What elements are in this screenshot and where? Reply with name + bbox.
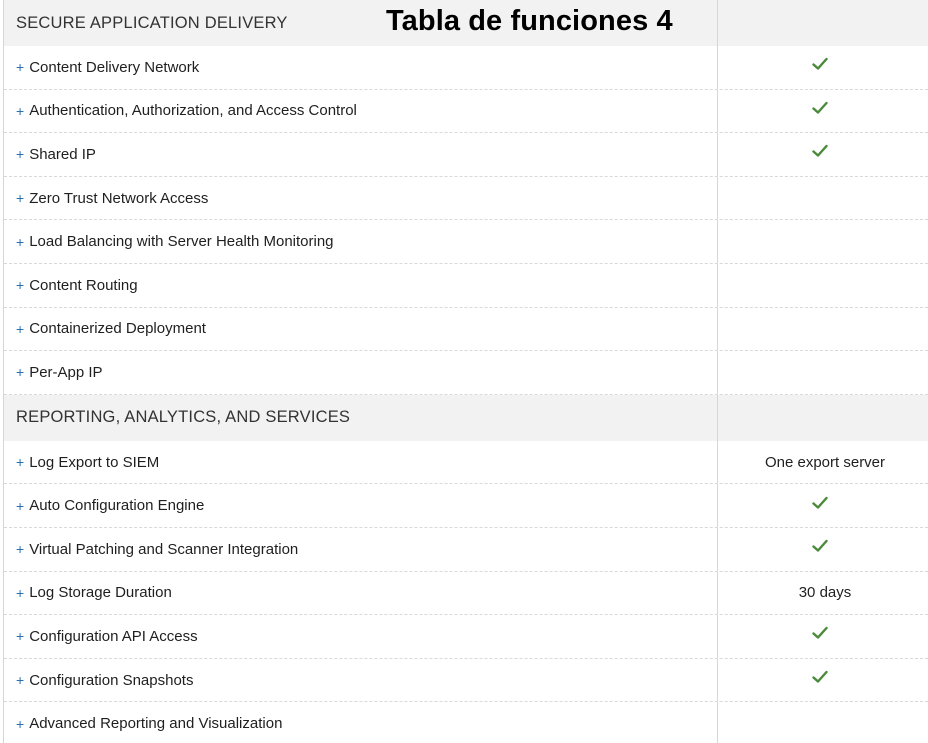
expand-plus-icon[interactable]: +	[16, 102, 25, 119]
feature-value-cell	[718, 264, 928, 307]
feature-row-configuration-snapshots[interactable]	[4, 659, 928, 703]
section-header-reporting-analytics-and-services	[4, 395, 928, 441]
section-header-value-cell	[718, 395, 928, 441]
feature-label: Virtual Patching and Scanner Integration	[29, 540, 299, 558]
expand-plus-icon[interactable]: +	[16, 59, 25, 76]
feature-label: Zero Trust Network Access	[29, 189, 209, 207]
expand-plus-icon[interactable]: +	[16, 454, 25, 471]
checkmark-icon	[812, 57, 826, 71]
feature-label: Per-App IP	[29, 363, 103, 381]
expand-plus-icon[interactable]: +	[16, 628, 25, 645]
feature-row-zero-trust-network-access[interactable]	[4, 177, 928, 221]
feature-label-cell[interactable]	[4, 528, 718, 571]
feature-value-cell	[718, 484, 928, 527]
feature-value-cell	[718, 441, 928, 484]
feature-value-cell	[718, 90, 928, 133]
feature-label-cell[interactable]	[4, 90, 718, 133]
feature-label-cell[interactable]	[4, 441, 718, 484]
feature-row-log-storage-duration[interactable]	[4, 572, 928, 616]
feature-row-content-delivery-network[interactable]	[4, 46, 928, 90]
feature-label-cell[interactable]	[4, 264, 718, 307]
expand-plus-icon[interactable]: +	[16, 497, 25, 514]
feature-row-per-app-ip[interactable]	[4, 351, 928, 395]
feature-label: Content Routing	[29, 276, 138, 294]
feature-label-cell[interactable]	[4, 177, 718, 220]
feature-value: 30 days	[798, 584, 852, 602]
feature-value-cell	[718, 177, 928, 220]
checkmark-icon	[812, 539, 826, 553]
feature-value-cell	[718, 308, 928, 351]
feature-row-log-export-to-siem[interactable]	[4, 441, 928, 485]
feature-value-cell	[718, 659, 928, 702]
expand-plus-icon[interactable]: +	[16, 672, 25, 689]
expand-plus-icon[interactable]: +	[16, 715, 25, 732]
feature-value-cell	[718, 572, 928, 615]
feature-row-containerized-deployment[interactable]	[4, 308, 928, 352]
feature-label: Log Storage Duration	[29, 584, 172, 602]
feature-row-authentication-authorization-and-access-control[interactable]	[4, 90, 928, 134]
feature-label-cell[interactable]	[4, 615, 718, 658]
expand-plus-icon[interactable]: +	[16, 584, 25, 601]
feature-value-cell	[718, 528, 928, 571]
feature-row-shared-ip[interactable]	[4, 133, 928, 177]
feature-value-cell	[718, 351, 928, 394]
feature-value-cell	[718, 220, 928, 263]
section-title: REPORTING, ANALYTICS, AND SERVICES	[4, 395, 718, 441]
feature-row-virtual-patching-and-scanner-integration[interactable]	[4, 528, 928, 572]
feature-label: Content Delivery Network	[29, 58, 200, 76]
feature-label: Log Export to SIEM	[29, 453, 160, 471]
expand-plus-icon[interactable]: +	[16, 541, 25, 558]
feature-label: Configuration API Access	[29, 627, 198, 645]
feature-label-cell[interactable]	[4, 351, 718, 394]
checkmark-icon	[812, 101, 826, 115]
section-header-value-cell	[718, 0, 928, 46]
feature-row-content-routing[interactable]	[4, 264, 928, 308]
feature-label-cell[interactable]	[4, 572, 718, 615]
feature-table	[3, 0, 928, 743]
expand-plus-icon[interactable]: +	[16, 320, 25, 337]
feature-label-cell[interactable]	[4, 659, 718, 702]
feature-label: Load Balancing with Server Health Monitoring	[29, 233, 334, 251]
feature-value-cell	[718, 46, 928, 89]
expand-plus-icon[interactable]: +	[16, 233, 25, 250]
feature-label: Advanced Reporting and Visualization	[29, 715, 283, 733]
feature-label-cell[interactable]	[4, 702, 718, 743]
feature-label: Shared IP	[29, 145, 96, 163]
feature-label: Configuration Snapshots	[29, 671, 194, 689]
checkmark-icon	[812, 626, 826, 640]
expand-plus-icon[interactable]: +	[16, 277, 25, 294]
checkmark-icon	[812, 496, 826, 510]
checkmark-icon	[812, 670, 826, 684]
feature-label-cell[interactable]	[4, 46, 718, 89]
feature-row-auto-configuration-engine[interactable]	[4, 484, 928, 528]
section-title: SECURE APPLICATION DELIVERY	[4, 0, 718, 46]
overlay-title: Tabla de funciones 4	[386, 5, 673, 37]
feature-value-cell	[718, 702, 928, 743]
feature-label: Containerized Deployment	[29, 320, 206, 338]
expand-plus-icon[interactable]: +	[16, 146, 25, 163]
feature-label-cell[interactable]	[4, 308, 718, 351]
feature-row-configuration-api-access[interactable]	[4, 615, 928, 659]
feature-value-cell	[718, 133, 928, 176]
expand-plus-icon[interactable]: +	[16, 190, 25, 207]
feature-row-load-balancing-with-server-health-monitoring[interactable]	[4, 220, 928, 264]
checkmark-icon	[812, 144, 826, 158]
expand-plus-icon[interactable]: +	[16, 364, 25, 381]
feature-label: Authentication, Authorization, and Access Control	[29, 102, 357, 120]
feature-value-cell	[718, 615, 928, 658]
feature-value: One export server	[764, 453, 886, 471]
feature-label-cell[interactable]	[4, 133, 718, 176]
feature-label-cell[interactable]	[4, 220, 718, 263]
feature-row-advanced-reporting-and-visualization[interactable]	[4, 702, 928, 743]
feature-label-cell[interactable]	[4, 484, 718, 527]
feature-label: Auto Configuration Engine	[29, 497, 205, 515]
